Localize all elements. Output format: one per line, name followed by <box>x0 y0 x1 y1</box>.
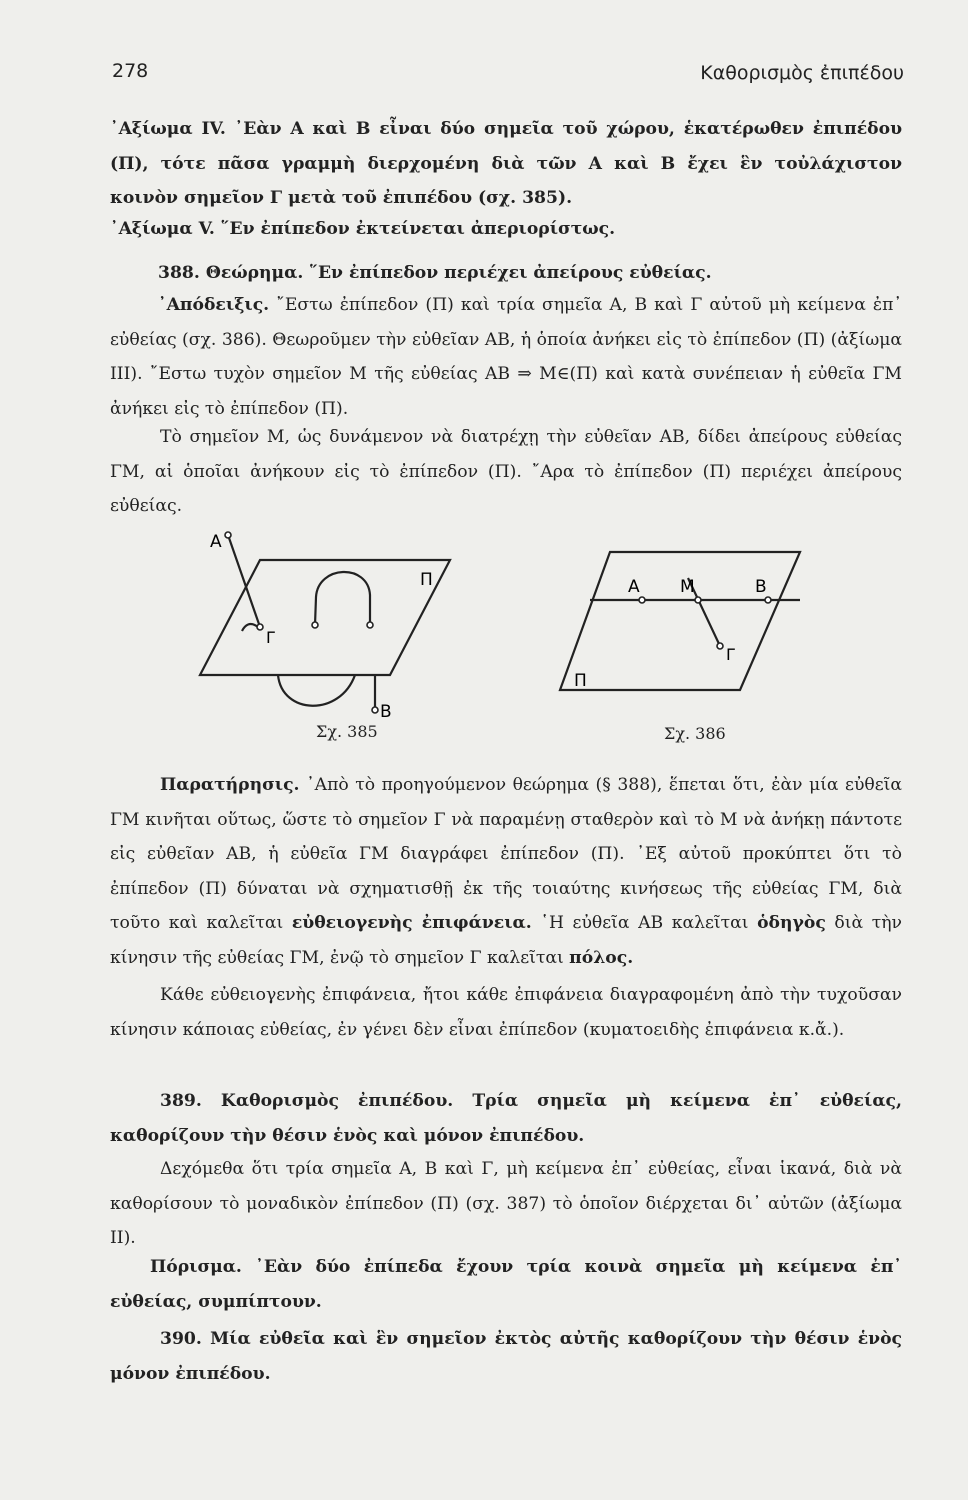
point-b-386 <box>765 597 771 603</box>
plane-pi-385 <box>200 560 450 675</box>
proof-text-1: ῎Εστω ἐπίπεδον (Π) καὶ τρία σημεῖα Α, Β καὶ Γ αὐτοῦ μὴ κείμενα ἐπ᾿ εὐθείας (σχ. 386). Θεωροῦμεν τὴν εὐθεῖαν ΑΒ, ἡ ὁποία ἀνήκει εἰς τὸ ἐπίπεδον (Π) (ἀξίωμα ΙΙΙ). ῎Εστω τυχὸν σημεῖον Μ τῆς εὐθείας ΑΒ ⇒ Μ∈(Π) καὶ κατὰ συνέπειαν ἡ εὐθεῖα ΓΜ ἀνήκει εἰς τὸ ἐπίπεδον (Π). <box>110 295 902 419</box>
theorem-388-label: 388. Θεώρημα. <box>158 263 304 283</box>
label-pi-385: Π <box>420 570 433 590</box>
point-a <box>225 532 231 538</box>
label-m-386: M <box>680 577 695 597</box>
term-ruled-surface: εὐθειογενὴς ἐπιφάνεια. <box>291 913 532 933</box>
page-number: 278 <box>112 60 149 82</box>
label-b-385: B <box>380 702 392 722</box>
corollary-text: ᾿Εὰν δύο ἐπίπεδα ἔχουν τρία κοινὰ σημεῖα μὴ κείμενα ἐπ᾿ εὐθείας, συμπίπτουν. <box>110 1257 903 1312</box>
label-gamma-385: Γ <box>266 628 275 647</box>
label-a-385: A <box>210 532 222 552</box>
remark-text-c: διὰ τὴν κίνησιν τῆς εὐθείας ΓΜ, ἐνῷ τὸ σημεῖον Γ καλεῖται <box>110 913 902 968</box>
axiom-5-text: ῞Εν ἐπίπεδον ἐκτείνεται ἀπεριορίστως. <box>220 219 616 239</box>
point-m <box>695 597 701 603</box>
axiom-4-label: ᾿Αξίωμα IV. <box>110 119 226 139</box>
corollary <box>110 1250 902 1319</box>
proof-paragraph-2: Τὸ σημεῖον Μ, ὡς δυνάμενον νὰ διατρέχῃ τὴν εὐθεῖαν ΑΒ, δίδει ἀπείρους εὐθείας ΓΜ, αἱ ὁποῖαι ἀνήκουν εἰς τὸ ἐπίπεδον (Π). ῎Αρα τὸ ἐπίπεδον (Π) περιέχει ἀπείρους εὐθείας. <box>110 427 902 516</box>
remark-label: Παρατήρησις. <box>160 775 300 795</box>
point-a-386 <box>639 597 645 603</box>
axiom-4-text: ᾿Εὰν Α καὶ Β εἶναι δύο σημεῖα τοῦ χώρου, ἑκατέρωθεν ἐπιπέδου (Π), τότε πᾶσα γραμμὴ διερχομένη διὰ τῶν Α καὶ Β ἔχει ἓν τοὐλάχιστον κοινὸν σημεῖον Γ μετὰ τοῦ ἐπιπέδου (σχ. 385). <box>110 119 903 208</box>
section-389-heading: 389. Καθορισμὸς ἐπιπέδου. Τρία σημεῖα μὴ κείμενα ἐπ᾿ εὐθείας, καθορίζουν τὴν θέσιν ἑνὸς καὶ μόνον ἐπιπέδου. <box>110 1091 902 1146</box>
label-gamma-386: Γ <box>726 645 735 664</box>
figure-386 <box>550 540 850 700</box>
section-389-text: Δεχόμεθα ὅτι τρία σημεῖα Α, Β καὶ Γ, μὴ κείμενα ἐπ᾿ εὐθείας, εἶναι ἱκανά, διὰ νὰ καθορίσουν τὸ μοναδικὸν ἐπίπεδον (Π) (σχ. 387) τὸ ὁποῖον διέρχεται δι᾿ αὐτῶν (ἀξίωμα ΙΙ). <box>110 1159 902 1248</box>
point-arch-right <box>367 622 373 628</box>
theorem-388 <box>158 256 902 291</box>
term-directrix: ὁδηγὸς <box>757 913 826 933</box>
point-arch-left <box>312 622 318 628</box>
axiom-4 <box>110 112 902 216</box>
label-a-386: A <box>628 577 640 597</box>
point-gamma <box>257 624 263 630</box>
label-b-386: B <box>755 577 767 597</box>
axiom-5-label: ᾿Αξίωμα V. <box>110 219 215 239</box>
axiom-5 <box>110 212 902 247</box>
curve-lower-loop <box>278 675 355 706</box>
curve-gamma-arc <box>242 624 258 631</box>
theorem-388-text: ῞Εν ἐπίπεδον περιέχει ἀπείρους εὐθείας. <box>309 263 712 283</box>
curve-upper-arch <box>315 572 370 625</box>
remark-text-a: ᾿Απὸ τὸ προηγούμενον θεώρημα (§ 388), ἕπεται ὅτι, ἐὰν μία εὐθεῖα ΓΜ κινῆται οὕτως, ὥστε τὸ σημεῖον Γ νὰ παραμένῃ σταθερὸν καὶ τὸ Μ νὰ ἀνήκῃ πάντοτε εἰς εὐθεῖαν ΑΒ, ἡ εὐθεῖα ΓΜ διαγράφει ἐπίπεδον (Π). ᾿Εξ αὐτοῦ προκύπτει ὅτι τὸ ἐπίπεδον (Π) δύναται νὰ σχηματισθῇ ἐκ τῆς τοιαύτης κινήσεως τῆς εὐθείας ΓΜ, διὰ τοῦτο καὶ καλεῖται <box>110 775 903 933</box>
remark-text-b: ῾Η εὐθεῖα ΑΒ καλεῖται <box>540 913 749 933</box>
label-pi-386: Π <box>574 671 587 691</box>
proof-label: ᾿Απόδειξις. <box>158 295 270 315</box>
caption-385: Σχ. 385 <box>316 722 378 741</box>
section-390-heading: 390. Μία εὐθεῖα καὶ ἓν σημεῖον ἐκτὸς αὐτῆς καθορίζουν τὴν θέσιν ἑνὸς μόνον ἐπιπέδου. <box>110 1329 902 1384</box>
remark-paragraph-1 <box>110 768 902 975</box>
term-pole: πόλος. <box>569 947 634 968</box>
figure-385 <box>190 525 490 725</box>
proof-paragraph-1 <box>110 288 902 426</box>
remark-paragraph-2: Κάθε εὐθειογενὴς ἐπιφάνεια, ἤτοι κάθε ἐπιφάνεια διαγραφομένη ἀπὸ τὴν τυχοῦσαν κίνησιν κάποιας εὐθείας, ἐν γένει δὲν εἶναι ἐπίπεδον (κυματοειδὴς ἐπιφάνεια κ.ἄ.). <box>110 985 902 1040</box>
caption-386: Σχ. 386 <box>664 724 726 743</box>
point-b <box>372 707 378 713</box>
corollary-label: Πόρισμα. <box>150 1257 242 1277</box>
plane-pi-386 <box>560 552 800 690</box>
running-title: Καθορισμὸς ἐπιπέδου <box>700 62 904 84</box>
point-gamma-386 <box>717 643 723 649</box>
